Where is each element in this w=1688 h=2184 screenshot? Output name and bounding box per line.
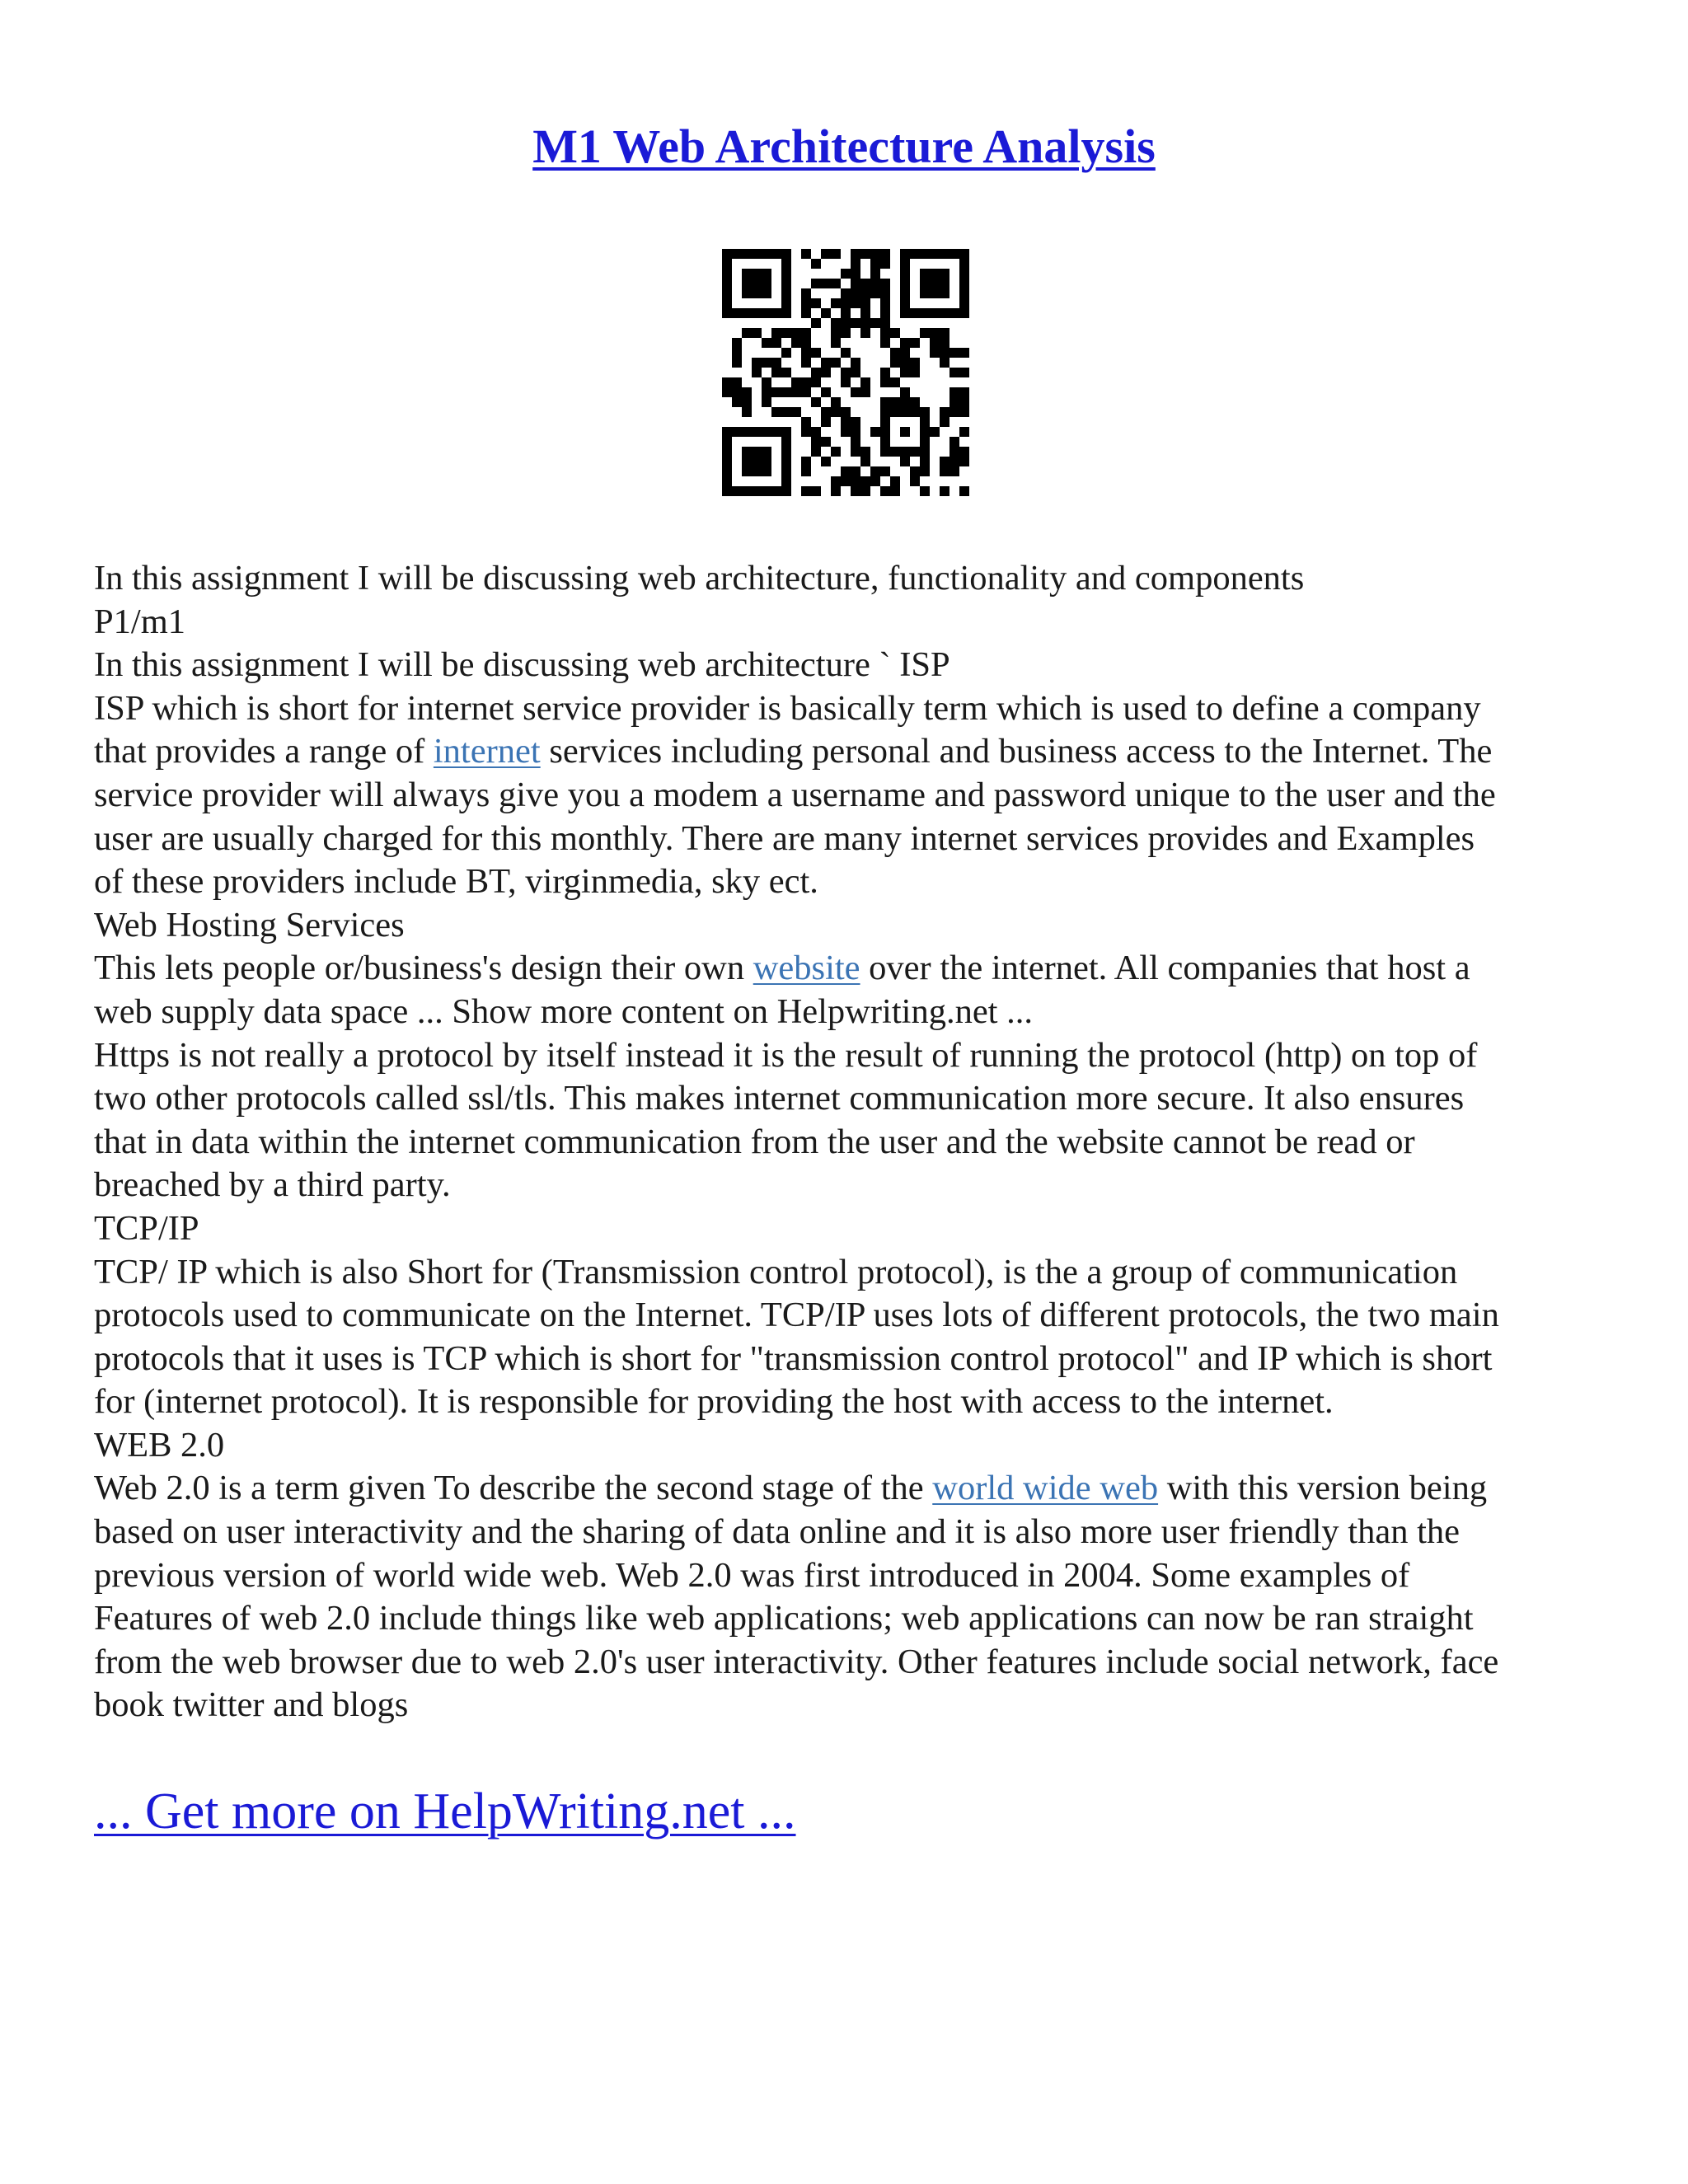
website-link[interactable]: website: [753, 949, 860, 988]
text-line: [94, 947, 1602, 991]
text-line: In this assignment I will be discussing web architecture ` ISP: [94, 645, 950, 685]
text-line: protocols that it uses is TCP which is short for "transmission control protocol" and IP which is short: [94, 1338, 1493, 1378]
page-title: [0, 114, 1688, 180]
footer: [94, 1779, 796, 1844]
text-line: [94, 1467, 1602, 1511]
text-segment: services including personal and business access to the Internet. The: [540, 732, 1493, 771]
text-line: two other protocols called ssl/tls. This makes internet communication more secure. It also ensures: [94, 1079, 1465, 1118]
text-line: previous version of world wide web. Web 2.0 was first introduced in 2004. Some examples of: [94, 1555, 1410, 1595]
text-line: book twitter and blogs: [94, 1685, 409, 1725]
text-line: user are usually charged for this monthly. There are many internet services provides and Examples: [94, 818, 1475, 858]
text-segment: with this version being: [1158, 1469, 1488, 1508]
text-segment: This lets people or/business's design their own: [94, 949, 753, 988]
section-heading: WEB 2.0: [94, 1425, 225, 1465]
text-segment: Web 2.0 is a term given To describe the second stage of the: [94, 1469, 933, 1508]
text-line: TCP/ IP which is also Short for (Transmission control protocol), is the a group of communication: [94, 1252, 1458, 1291]
text-line: service provider will always give you a modem a username and password unique to the user and the: [94, 775, 1496, 814]
internet-link[interactable]: internet: [433, 732, 541, 771]
text-line: In this assignment I will be discussing web architecture, functionality and components: [94, 559, 1305, 598]
text-line: protocols used to communicate on the Internet. TCP/IP uses lots of different protocols, the two main: [94, 1296, 1499, 1335]
text-line: web supply data space ... Show more content on Helpwriting.net ...: [94, 991, 1033, 1031]
text-line: [94, 730, 1602, 774]
text-line: ISP which is short for internet service provider is basically term which is used to define a company: [94, 688, 1481, 728]
section-heading: TCP/IP: [94, 1208, 199, 1248]
world-wide-web-link[interactable]: world wide web: [932, 1469, 1159, 1508]
text-line: Features of web 2.0 include things like web applications; web applications can now be ran straight: [94, 1599, 1474, 1638]
text-line: that in data within the internet communication from the user and the website cannot be read or: [94, 1122, 1415, 1161]
qr-code-icon: [722, 249, 969, 496]
text-line: for (internet protocol). It is responsible for providing the host with access to the internet.: [94, 1382, 1334, 1422]
text-line: breached by a third party.: [94, 1165, 451, 1205]
article-body: [94, 557, 1602, 1727]
section-heading: Web Hosting Services: [94, 905, 405, 944]
text-line: of these providers include BT, virginmedia, sky ect.: [94, 862, 818, 902]
text-line: P1/m1: [94, 602, 186, 641]
text-line: based on user interactivity and the sharing of data online and it is also more user friendly than the: [94, 1512, 1461, 1552]
text-segment: that provides a range of: [94, 732, 434, 771]
text-line: from the web browser due to web 2.0's user interactivity. Other features include social network, face: [94, 1642, 1499, 1681]
text-line: Https is not really a protocol by itself instead it is the result of running the protocol (http) on top of: [94, 1035, 1478, 1075]
get-more-link[interactable]: ... Get more on HelpWriting.net ...: [94, 1783, 796, 1840]
text-segment: over the internet. All companies that host a: [860, 949, 1470, 988]
title-link[interactable]: M1 Web Architecture Analysis: [532, 120, 1156, 173]
